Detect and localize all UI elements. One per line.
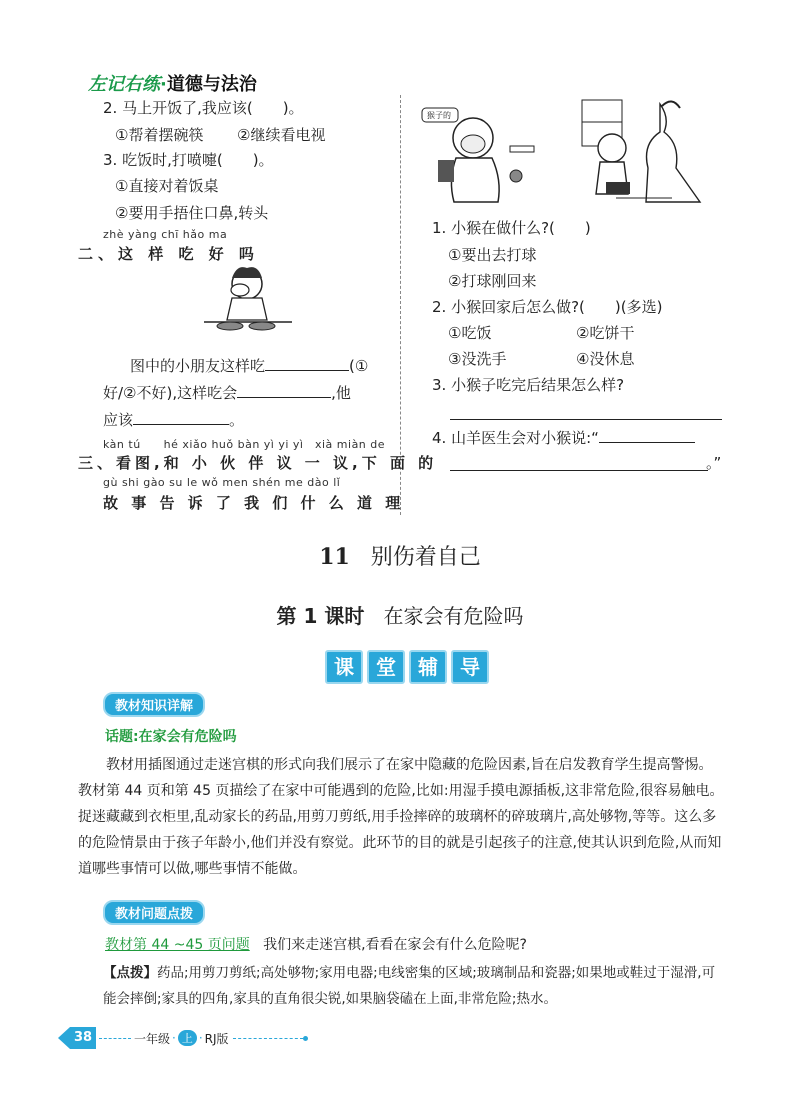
right-q1-opt2: ②打球刚回来 xyxy=(448,272,537,290)
edition-label: RJ版 xyxy=(204,1031,229,1046)
fill-line2: 好/②不好),这样吃会 ,他 xyxy=(103,384,351,402)
right-q2-opt3: ③没洗手 xyxy=(448,350,507,368)
pill-problems: 教材问题点拨 xyxy=(103,900,205,925)
answer-line-q4[interactable] xyxy=(450,469,708,471)
blank-1[interactable] xyxy=(265,356,349,371)
lesson-label: 第 1 课时 xyxy=(276,604,365,628)
left-q3-opt2: ②要用手捂住口鼻,转头 xyxy=(115,204,269,222)
lesson-paragraph: 教材用插图通过走迷宫棋的形式向我们展示了在家中隐藏的危险因素,旨在启发教育学生提高警惕。教材第 44 页和第 45 页描绘了在家中可能遇到的危险,比如:用湿手摸电源插板,这非常危险,很容易触电。捉迷藏藏到衣柜里,乱动家长的药品,用剪刀剪纸,用手捡摔碎的玻璃杯的碎玻璃片,高处够物,等等。这么多的危险情景由于孩子年龄小,他们并没有察觉。此环节的目的就是引起孩子的注意,使其认识到危险,从而知道哪些事情可以做,哪些事情不能做。 xyxy=(78,757,724,877)
left-q2-opt1: ①帮着摆碗筷 xyxy=(115,126,204,144)
fill-line3: 应该 。 xyxy=(103,411,245,429)
chapter-heading xyxy=(0,540,800,571)
page-number: 38 xyxy=(70,1027,96,1049)
question-text: 我们来走迷宫棋,看看在家会有什么危险呢? xyxy=(263,937,527,953)
fill-line1: 图中的小朋友这样吃 (① xyxy=(130,357,369,375)
hint-block xyxy=(103,960,728,1012)
header: 左记右练·道德与法治 xyxy=(88,74,257,95)
lesson-title: 在家会有危险吗 xyxy=(383,604,524,628)
right-q3: 3. 小猴子吃完后结果怎么样? xyxy=(432,376,625,394)
blank-q4a[interactable] xyxy=(599,428,695,443)
question-line xyxy=(105,934,527,954)
brand-title: 左记右练 xyxy=(88,74,160,95)
right-q4: 4. 山羊医生会对小猴说:“ xyxy=(432,428,695,448)
chapter-number: 11 xyxy=(319,544,350,570)
grade-label: 一年级 xyxy=(134,1031,171,1046)
right-q1-opt1: ①要出去打球 xyxy=(448,246,537,264)
hint-text: 药品;用剪刀剪纸;高处够物;家用电器;电线密集的区域;玻璃制品和瓷器;如果地或鞋过于湿滑,可能会摔倒;家具的四角,家具的直角很尖锐,如果脑袋磕在上面,非常危险;热水。 xyxy=(103,965,716,1007)
hint-label: 【点拨】 xyxy=(103,965,157,981)
right-q2-opt4: ④没休息 xyxy=(576,350,635,368)
right-q2-opt1: ①吃饭 xyxy=(448,324,492,342)
right-q2-opt2: ②吃饼干 xyxy=(576,324,635,342)
left-q2-opt2: ②继续看电视 xyxy=(237,126,326,144)
question-ref[interactable]: 教材第 44 ~45 页问题 xyxy=(105,937,250,953)
eating-child-illustration xyxy=(192,262,302,334)
banner-char-3: 辅 xyxy=(409,650,447,684)
sec3-pinyin2: gù shi gào su le wǒ men shén me dào lǐ xyxy=(103,476,341,489)
left-q3-opt1: ①直接对着饭桌 xyxy=(115,177,219,195)
blank-3[interactable] xyxy=(133,410,229,425)
monkey-sign-text: 猴子的 xyxy=(427,111,451,120)
doctor-goat-illustration xyxy=(576,98,706,208)
lesson-heading xyxy=(0,600,800,629)
topic-label: 话题:在家会有危险吗 xyxy=(105,729,237,745)
banner-char-4: 导 xyxy=(451,650,489,684)
footer: 38 一年级 · 上 · RJ版 xyxy=(58,1027,308,1049)
left-q2: 2. 马上开饭了,我应该( )。 xyxy=(103,99,304,117)
class-banner xyxy=(325,650,489,684)
chapter-title: 别伤着自己 xyxy=(370,545,481,570)
banner-char-2: 堂 xyxy=(367,650,405,684)
right-q4-end: 。” xyxy=(706,454,722,472)
sec2-title: 二、这 样 吃 好 吗 xyxy=(78,245,259,263)
right-q1: 1. 小猴在做什么?( ) xyxy=(432,219,591,237)
monkey-playing-illustration xyxy=(418,100,548,208)
answer-line-q3[interactable] xyxy=(450,418,722,420)
sec3-title2: 故 事 告 诉 了 我 们 什 么 道 理 xyxy=(103,494,405,512)
sec3-title1: 三、看图,和 小 伙 伴 议 一 议,下 面 的 xyxy=(78,454,438,472)
term-badge: 上 xyxy=(178,1030,197,1046)
subject-title: 道德与法治 xyxy=(166,74,257,95)
pill-knowledge: 教材知识详解 xyxy=(103,692,205,717)
blank-2[interactable] xyxy=(237,383,331,398)
banner-char-1: 课 xyxy=(325,650,363,684)
sec2-pinyin: zhè yàng chī hǎo ma xyxy=(103,228,228,241)
sec3-pinyin1: kàn tú hé xiǎo huǒ bàn yì yi yì xià miàn de xyxy=(103,438,386,451)
right-q2: 2. 小猴回家后怎么做?( )(多选) xyxy=(432,298,663,316)
left-q3: 3. 吃饭时,打喷嚏( )。 xyxy=(103,151,274,169)
page-tab xyxy=(58,1027,96,1049)
